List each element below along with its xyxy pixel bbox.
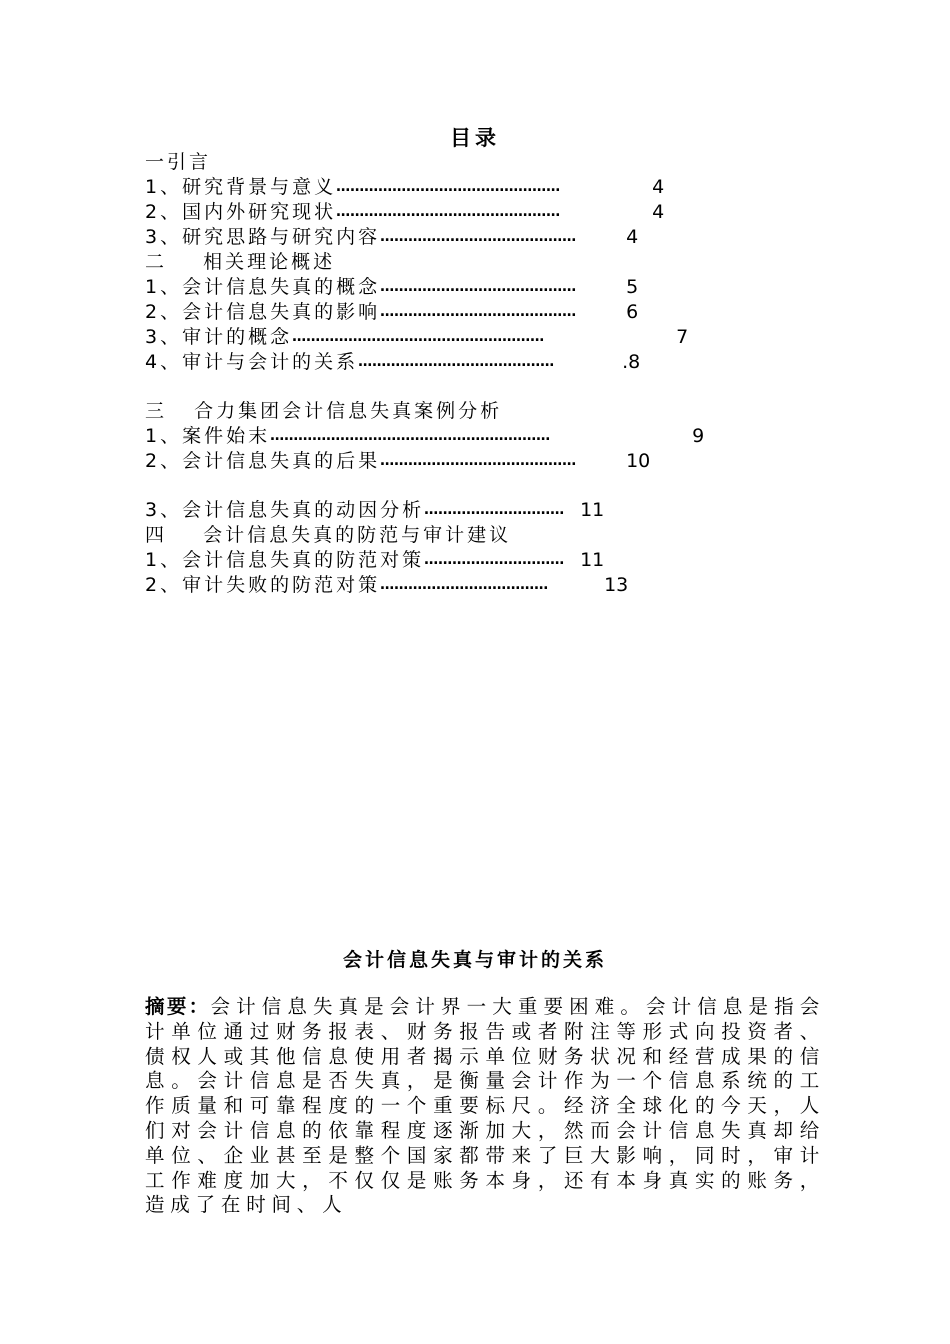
toc-entry-text: 四 会计信息失真的防范与审计建议 [145,524,512,546]
toc-entry [145,573,628,598]
toc-entry-text: 1、研究背景与意义 [145,176,337,198]
toc-entry [145,225,638,250]
toc-leader-dots: ………………………………………… [336,179,561,195]
toc-leader-dots: ………………………… [424,552,565,568]
toc-entry [145,548,604,573]
toc-leader-dots: …………………………………… [380,229,577,245]
toc-entry-text: 1、会计信息失真的概念 [145,276,381,298]
toc-entry-text: 三 合力集团会计信息失真案例分析 [145,400,503,422]
toc-entry [145,449,650,474]
toc-entry [145,325,688,350]
toc-page-number: 11 [580,549,605,571]
toc-heading-4 [145,523,511,548]
toc-leader-dots: …………………………………… [380,304,577,320]
toc-leader-dots: ………………………… [424,502,565,518]
toc-entry-text: 3、会计信息失真的动因分析 [145,499,425,521]
toc-entry [145,424,704,449]
abstract-body: 会计信息失真是会计界一大重要困难。会计信息是指会计单位通过财务报表、财务报告或者附注等形式向投资者、债权人或其他信息使用者揭示单位财务状况和经营成果的信息。会计信息是否失真，是衡量会计作为一个信息系统的工作质量和可靠程度的一个重要标尺。经济全球化的今天，人们对会计信息的依靠程度逐渐加大，然而会计信息失真却给单位、企业甚至是整个国家都带来了巨大影响，同时，审计工作难度加大，不仅仅是账务本身，还有本身真实的账务，造成了在时间、人 [145,995,825,1217]
toc-page-number: 4 [652,176,665,198]
toc-page-number: 9 [692,425,705,447]
toc-entry [145,175,664,200]
abstract-title: 会计信息失真与审计的关系 [342,949,607,971]
toc-page-number: 6 [626,301,639,323]
toc-entry-text: 1、会计信息失真的防范对策 [145,549,425,571]
toc-entry [145,300,638,325]
abstract-label: 摘要： [145,995,211,1018]
toc-entry-text: 4、审计与会计的关系 [145,351,359,373]
toc-page-number: 5 [626,276,639,298]
toc-entry-text: 3、研究思路与研究内容 [145,226,381,248]
toc-page-number: 13 [604,574,629,596]
toc-entry-text: 2、会计信息失真的后果 [145,450,381,472]
toc-leader-dots: …………………………………………………… [270,428,551,444]
toc-leader-dots: ……………………………… [380,577,549,593]
toc-page-number: 4 [626,226,639,248]
toc-entry-text: 2、审计失败的防范对策 [145,574,381,596]
toc-title: 目录 [450,126,500,150]
toc-entry [145,275,638,300]
toc-entry-text: 3、审计的概念 [145,326,293,348]
toc-entry [145,498,604,523]
toc-heading-1 [145,150,211,175]
toc-entry-text: 2、会计信息失真的影响 [145,301,381,323]
toc-page-number: .8 [622,351,641,373]
toc-entry-text: 一引言 [145,151,212,173]
toc-entry-text: 二 相关理论概述 [145,251,336,273]
toc-leader-dots: …………………………………… [358,354,555,370]
toc-page-number: 7 [676,326,689,348]
toc-leader-dots: ……………………………………………… [292,329,545,345]
toc-leader-dots: …………………………………… [380,453,577,469]
toc-leader-dots: ………………………………………… [336,204,561,220]
toc-heading-2 [145,250,335,275]
toc-page-number: 4 [652,201,665,223]
toc-entry-text: 2、国内外研究现状 [145,201,337,223]
toc-leader-dots: …………………………………… [380,279,577,295]
toc-entry [145,200,664,225]
abstract-paragraph [145,995,825,1218]
toc-entry-text: 1、案件始末 [145,425,271,447]
toc-heading-3 [145,399,502,424]
toc-page-number: 10 [626,450,651,472]
toc-page-number: 11 [580,499,605,521]
toc-entry [145,350,640,375]
